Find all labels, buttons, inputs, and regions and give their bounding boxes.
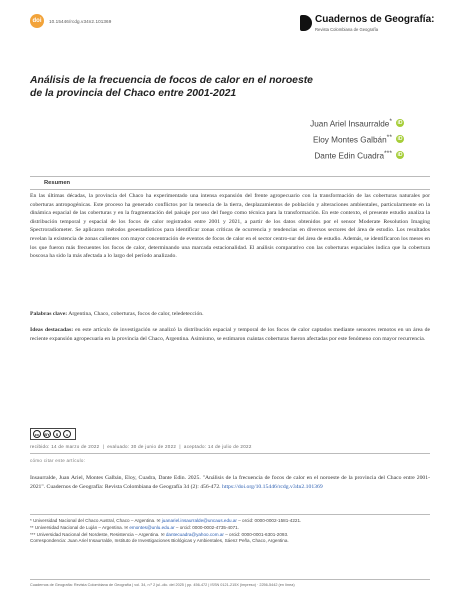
citation-heading: cómo citar este artículo: <box>30 458 86 463</box>
section-divider <box>30 453 430 454</box>
date-evaluated: evaluado: 30 de junio de 2022 <box>107 444 177 449</box>
doi-row <box>30 14 111 28</box>
doi-link[interactable]: 10.15446/rcdg.v34n2.101369 <box>49 18 112 24</box>
date-separator: | <box>101 444 108 449</box>
footer-divider <box>30 579 430 580</box>
author-mark: *** <box>384 149 392 157</box>
by-icon: BY <box>44 431 50 437</box>
author <box>310 131 404 147</box>
author <box>310 115 404 131</box>
affiliation-text: ** Universidad Nacional de Luján – Argentina. ✉ <box>30 524 130 530</box>
date-separator: | <box>177 444 184 449</box>
highlights-text: en este artículo de investigación se analizó la distribución espacial y temporal de los focos de calor captados mediante sensores remotos en un área de reciente expansión agropecuaria en la provincia del Chaco, Argentina. Asimismo, se estimaron cuántas coberturas fueron afectadas por este fenómeno con mayor recurrencia. <box>30 327 431 342</box>
journal-logo-icon <box>300 15 312 31</box>
section-divider <box>30 176 430 177</box>
journal-brand <box>300 14 434 32</box>
section-divider <box>30 189 430 190</box>
highlights <box>30 326 430 343</box>
affiliation <box>30 532 440 539</box>
sa-icon: = <box>63 430 71 438</box>
article-title-line: Análisis de la frecuencia de focos de calor en el noroeste <box>30 75 313 86</box>
correspondence-text: Correspondencia: Juan Ariel Insaurralde, Instituto de Investigaciones Biológicas y Ambientales, Sáenz Peña, Chaco, Argentina. <box>30 538 289 544</box>
author-list <box>310 115 404 163</box>
email-link[interactable]: juanariel.insaurralde@uncaus.edu.ar <box>161 518 237 523</box>
abstract-heading: Resumen <box>44 180 71 186</box>
orcid-icon[interactable]: iD <box>397 120 403 126</box>
orcid-icon[interactable]: iD <box>397 136 403 142</box>
affiliation-orcid: – orcid: 0000-0001-6301-2093. <box>223 531 289 537</box>
doi-logo-icon: doi <box>30 14 44 28</box>
article-dates <box>30 444 430 449</box>
cc-icon: cc <box>34 431 40 437</box>
affiliation-orcid: – orcid: 0000-0002-4735-4071. <box>174 524 240 530</box>
nc-icon: $ <box>53 430 61 438</box>
author <box>310 147 404 163</box>
affiliations <box>30 518 440 545</box>
affiliation <box>30 538 440 545</box>
date-received: recibido: 14 de marzo de 2022 <box>30 444 100 449</box>
date-accepted: aceptado: 14 de julio de 2022 <box>183 444 252 449</box>
citation <box>30 474 430 491</box>
section-divider <box>30 514 430 515</box>
affiliation <box>30 525 440 532</box>
author-name: Juan Ariel Insaurralde <box>310 119 390 129</box>
citation-doi-link[interactable]: https://doi.org/10.15446/rcdg.v34n2.101369 <box>222 483 323 490</box>
highlights-label: Ideas destacadas: <box>30 327 74 333</box>
author-name: Eloy Montes Galbán <box>312 135 387 145</box>
keywords-text: Argentina, Chaco, coberturas, focos de calor, teledetección. <box>68 311 204 317</box>
author-name: Dante Edin Cuadra <box>314 151 385 161</box>
keywords-label: Palabras clave: <box>30 311 68 317</box>
affiliation <box>30 518 440 525</box>
orcid-icon[interactable]: iD <box>397 152 403 158</box>
cc-license-badge[interactable] <box>30 428 76 440</box>
journal-subtitle: Revista Colombiana de Geografía <box>315 27 379 32</box>
page-footer: Cuadernos de Geografía: Revista Colombiana de Geografía | vol. 34, n.º 2 jul.-dic. del 2025 | pp. 456-472 | ISSN 0121-215X (impreso) · 2256-5442 (en línea) <box>30 583 295 587</box>
journal-title: Cuadernos de Geografía: <box>315 14 435 25</box>
email-link[interactable]: dantecuadra@yahoo.com.ar <box>165 531 224 537</box>
author-mark: ** <box>386 133 392 141</box>
author-mark: * <box>389 117 392 125</box>
affiliation-text: *** Universidad Nacional del Nordeste, Resistencia – Argentina. ✉ <box>30 531 166 537</box>
citation-text: Insaurralde, Juan Ariel, Montes Galbán, Eloy, Cuadra, Dante Edin. 2025. "Análisis de la frecuencia de focos de calor en el noroeste de la provincia del Chaco entre 2001-2021". Cuadernos de Geografía: Revista Colombiana de Geografía 34 (2): 456-472. <box>30 475 430 490</box>
abstract-text: En las últimas décadas, la provincia del Chaco ha experimentado una intensa expansión del frente agropecuario con la transformación de las coberturas naturales por coberturas antropogénicas. Este proceso ha generado conflictos por la tenencia de la tierra, desplazamientos de población y alteraciones ambientales, particularmente en la dinámica espacial de las coberturas y en la fragmentación del paisaje por uso del fuego como técnica para la transformación. En este contexto, el presente estudio analiza la distribución temporal y espacial de los focos de calor registrados entre 2001 y 2021, a partir de los datos obtenidos por el sensor Moderate Resolution Imaging Spectroradiometer. Se aplicaron métodos geoestadísticos para identificar zonas críticas de ocurrencia y tendencias en diversos sectores del área de estudio. Los resultados revelan la existencia de zonas calientes con mayor concentración de eventos de focos de calor en el sector centro-sur del área de estudio. Además, se identificaron los meses en los que fueron más frecuentes los focos de calor, determinando una marcada estacionalidad. El análisis comparativo con las coberturas espaciales indica que la cobertura boscosa ha sido la más afectada a lo largo del período analizado. <box>30 193 430 260</box>
article-title <box>30 74 330 100</box>
keywords <box>30 310 430 319</box>
article-title-line: de la provincia del Chaco entre 2001-2021 <box>30 88 237 99</box>
affiliation-text: * Universidad Nacional del Chaco Austral, Chaco – Argentina. ✉ <box>30 518 162 523</box>
email-link[interactable]: emontes@unlu.edu.ar <box>129 524 175 530</box>
affiliation-orcid: – orcid: 0000-0002-1581-4221. <box>236 518 302 523</box>
